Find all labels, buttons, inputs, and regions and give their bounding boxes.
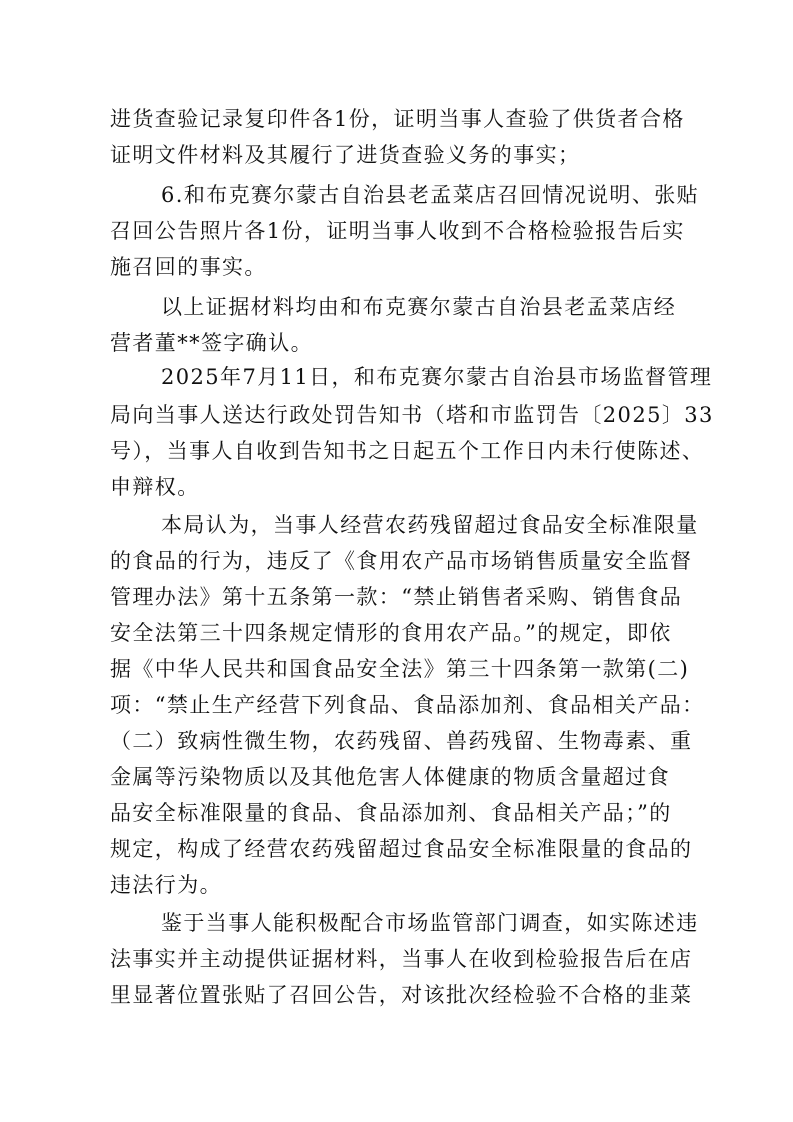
text-line: 施召回的事实。 <box>110 255 267 279</box>
text-line: 2025年7月11日，和布克赛尔蒙古自治县市场监督管理 <box>161 365 713 389</box>
text-line: 局向当事人送达行政处罚告知书（塔和市监罚告〔2025〕33 <box>110 403 714 427</box>
text-line: 项：“禁止生产经营下列食品、食品添加剂、食品相关产品： <box>110 693 705 717</box>
text-line: 管理办法》第十五条第一款：“禁止销售者采购、销售食品 <box>110 585 683 609</box>
text-line: 的食品的行为，违反了《食用农产品市场销售质量安全监督 <box>110 549 693 573</box>
text-line: 据《中华人民共和国食品安全法》第三十四条第一款第(二) <box>110 657 690 681</box>
text-line: 里显著位置张贴了召回公告，对该批次经检验不合格的韭菜 <box>110 983 693 1007</box>
text-line: 营者董**签字确认。 <box>110 331 313 355</box>
text-line: 违法行为。 <box>110 873 222 897</box>
text-line: 本局认为，当事人经营农药残留超过食品安全标准限量 <box>161 513 699 537</box>
text-line: 鉴于当事人能积极配合市场监管部门调查，如实陈述违 <box>161 911 699 935</box>
text-line: 规定，构成了经营农药残留超过食品安全标准限量的食品的 <box>110 837 693 861</box>
text-line: 以上证据材料均由和布克赛尔蒙古自治县老孟菜店经 <box>161 295 677 319</box>
text-line: 品安全标准限量的食品、食品添加剂、食品相关产品；”的 <box>110 801 672 825</box>
text-line: （二）致病性微生物，农药残留、兽药残留、生物毒素、重 <box>110 729 693 753</box>
text-line: 安全法第三十四条规定情形的食用农产品。”的规定，即依 <box>110 621 672 645</box>
text-line: 申辩权。 <box>110 475 200 499</box>
text-line: 召回公告照片各1份，证明当事人收到不合格检验报告后实 <box>110 219 685 243</box>
text-line: 号），当事人自收到告知书之日起五个工作日内未行使陈述、 <box>110 439 705 463</box>
text-line: 金属等污染物质以及其他危害人体健康的物质含量超过食 <box>110 765 670 789</box>
text-line: 法事实并主动提供证据材料，当事人在收到检验报告后在店 <box>110 947 693 971</box>
text-line: 6.和布克赛尔蒙古自治县老孟菜店召回情况说明、张贴 <box>161 183 700 207</box>
text-line: 证明文件材料及其履行了进货查验义务的事实； <box>110 143 581 167</box>
text-line: 进货查验记录复印件各1份，证明当事人查验了供货者合格 <box>110 107 685 131</box>
